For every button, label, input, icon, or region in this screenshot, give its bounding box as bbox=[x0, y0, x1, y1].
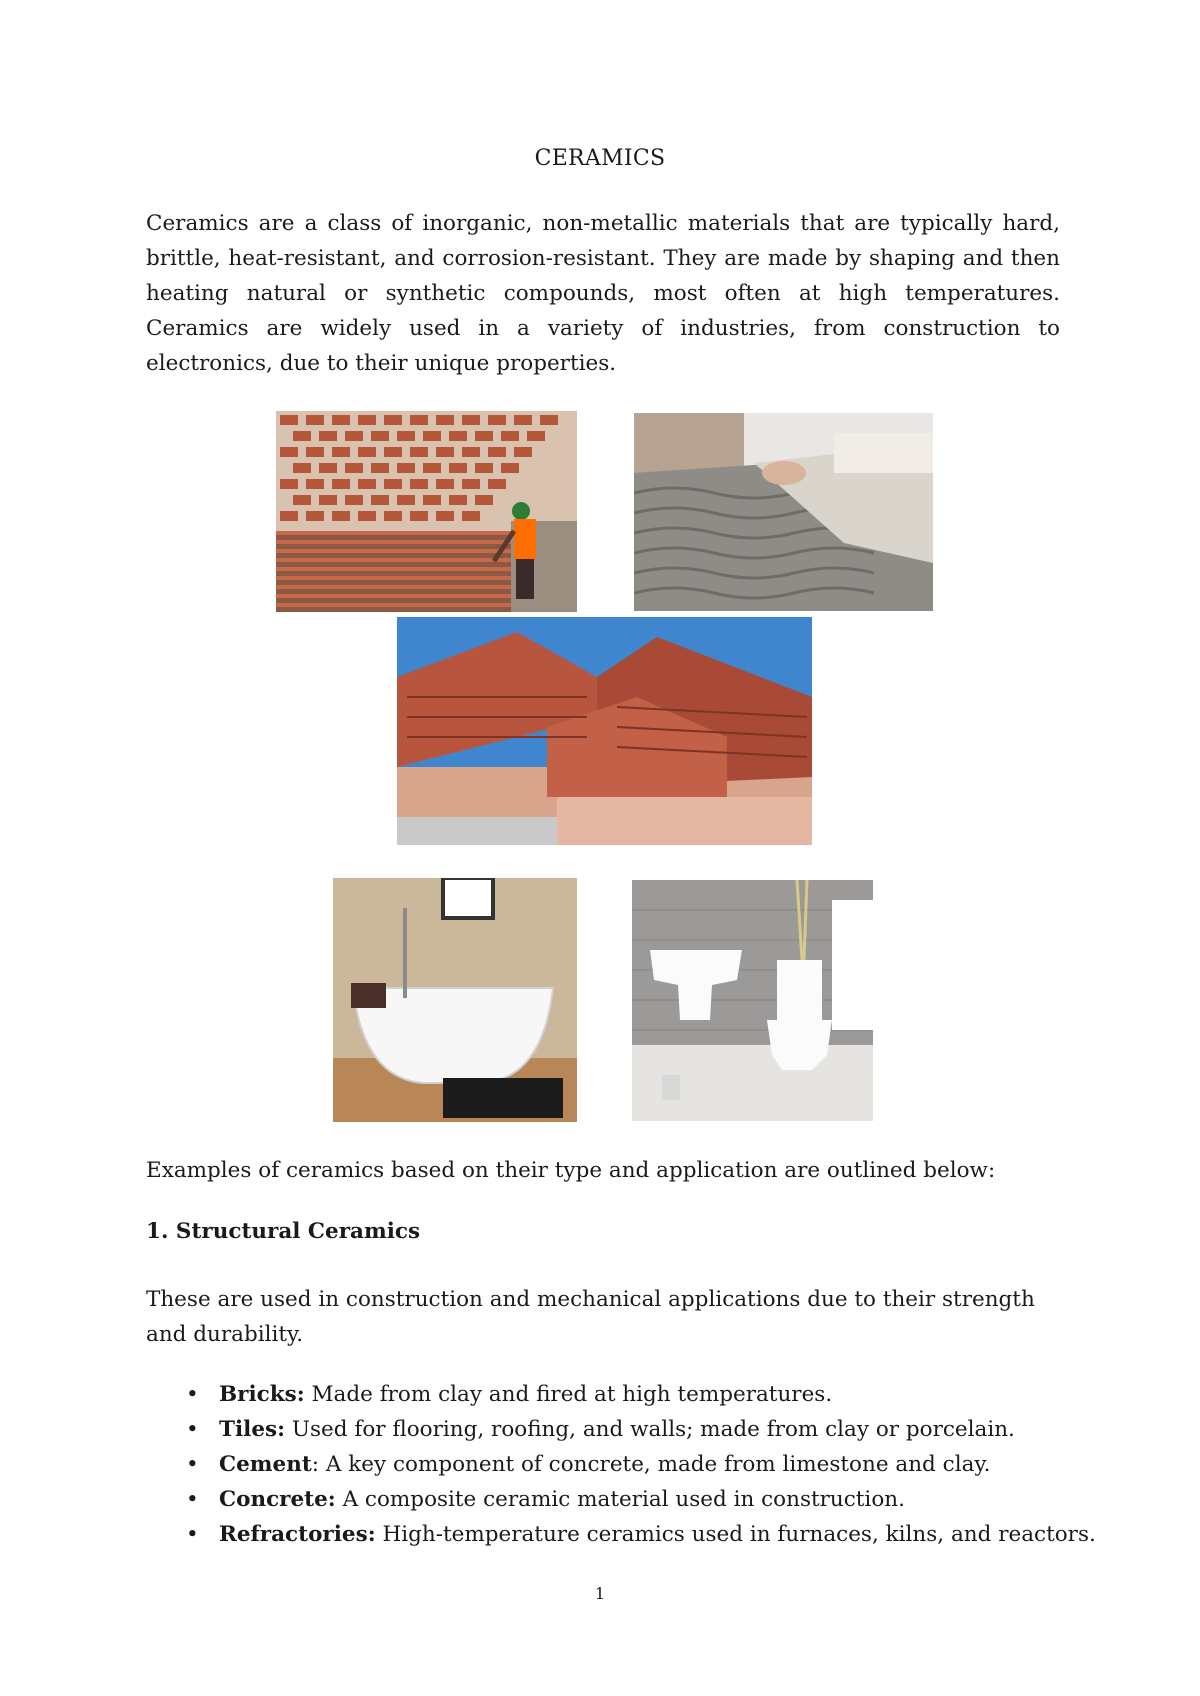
section-heading: 1. Structural Ceramics bbox=[146, 1219, 421, 1244]
list-item bbox=[146, 1482, 1096, 1517]
list-item-term: Concrete: bbox=[219, 1487, 336, 1512]
structural-ceramics-list bbox=[146, 1377, 1096, 1552]
list-item-term: Tiles: bbox=[219, 1417, 286, 1442]
list-item-text: Made from clay and fired at high temperatures. bbox=[304, 1382, 833, 1407]
list-item bbox=[146, 1377, 1096, 1412]
bullet-icon: • bbox=[186, 1452, 199, 1477]
roof-tiles-photo bbox=[397, 617, 812, 845]
list-item-text: Used for flooring, roofing, and walls; made from clay or porcelain. bbox=[285, 1417, 1015, 1442]
bathtub-photo bbox=[333, 878, 577, 1122]
intro-paragraph: Ceramics are a class of inorganic, non-metallic materials that are typically hard, brittle, heat-resistant, and corrosion-resistant. They are made by shaping and then heating natural or synthetic compounds, most often at high temperatures. Ceramics are widely used in a variety of industries, from construction to electronics, due to their unique properties. bbox=[146, 211, 1060, 376]
toilet-sink-photo bbox=[632, 880, 873, 1121]
brick-wall-photo bbox=[276, 411, 577, 612]
page-number: 1 bbox=[594, 1584, 606, 1603]
list-item-text: High-temperature ceramics used in furnaces, kilns, and reactors. bbox=[375, 1522, 1096, 1547]
bullet-icon: • bbox=[186, 1522, 199, 1547]
bullet-icon: • bbox=[186, 1417, 199, 1442]
list-item bbox=[146, 1517, 1096, 1552]
list-item-term: Cement bbox=[219, 1452, 312, 1477]
list-item bbox=[146, 1412, 1096, 1447]
list-item-term: Bricks: bbox=[219, 1382, 305, 1407]
examples-intro: Examples of ceramics based on their type and application are outlined below: bbox=[146, 1158, 996, 1183]
page-title: CERAMICS bbox=[534, 146, 666, 171]
bullet-icon: • bbox=[186, 1382, 199, 1407]
list-item-text: A composite ceramic material used in construction. bbox=[335, 1487, 905, 1512]
bullet-icon: • bbox=[186, 1487, 199, 1512]
list-item bbox=[146, 1447, 1096, 1482]
list-item-term: Refractories: bbox=[219, 1522, 376, 1547]
section-description: These are used in construction and mechanical applications due to their strength and durability. bbox=[146, 1287, 1035, 1347]
floor-tiling-photo bbox=[634, 413, 933, 611]
list-item-text: : A key component of concrete, made from limestone and clay. bbox=[311, 1452, 991, 1477]
